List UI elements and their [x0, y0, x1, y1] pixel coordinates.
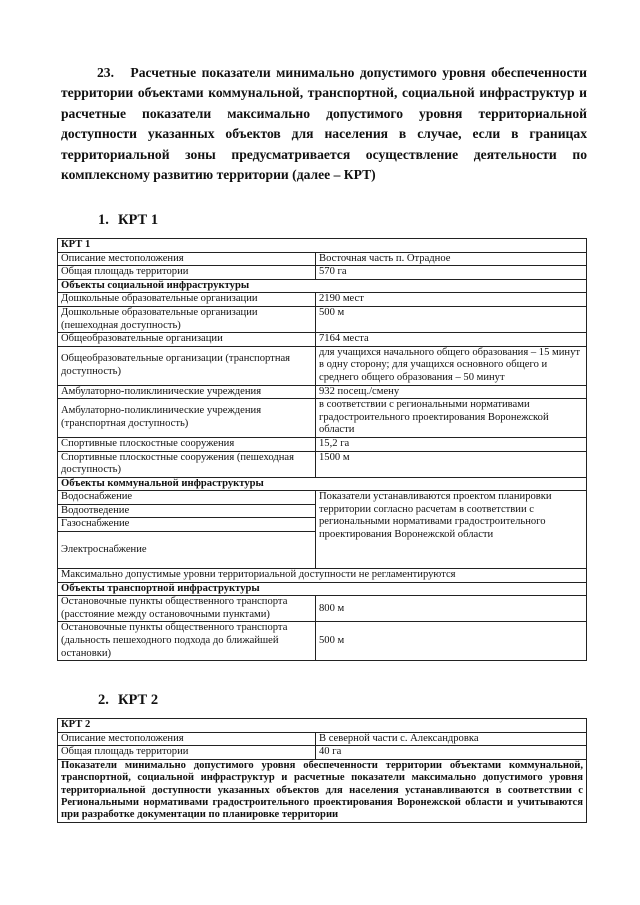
table-row: Дошкольные образовательные организации (пешеходная доступность) 500 м: [58, 306, 587, 332]
communal-value: Показатели устанавливаются проектом планировки территории согласно расчетам в соответствии с региональными нормативами градостроительного проектирования Воронежской области: [316, 491, 587, 569]
heading-number: 23.: [97, 65, 114, 80]
krt2-table: [57, 718, 587, 823]
table-row: Амбулаторно-поликлинические учреждения (транспортная доступность) в соответствии с региональными нормативами градостроительного проектирования Воронежской области: [58, 399, 587, 438]
table-row: Водоотведение: [58, 504, 587, 518]
table-row: Дошкольные образовательные организации 2190 мест: [58, 293, 587, 307]
table-row: Газоснабжение: [58, 518, 587, 532]
group-header: Объекты коммунальной инфраструктуры: [58, 477, 587, 491]
table-row: Остановочные пункты общественного транспорта (дальность пешеходного подхода до ближайшей остановки) 500 м: [58, 622, 587, 661]
table-title: КРТ 2: [58, 719, 587, 733]
krt1-table: [57, 238, 587, 661]
heading-text: Расчетные показатели минимально допустимого уровня обеспеченности территории объектами коммунальной, транспортной, социальной инфраструктур и расчетные показатели максимально допустимого уровня территориальной доступности указанных объектов для населения в случае, если в границах территориальной зоны предусматривается осуществление деятельности по комплексному развитию территории (далее – КРТ): [61, 65, 587, 183]
section-heading: [61, 63, 587, 185]
table-row: Электроснабжение: [58, 532, 587, 569]
subsection-title-1: 1. КРТ 1: [98, 212, 159, 228]
table-row: Описание местоположения В северной части с. Александровка: [58, 732, 587, 746]
table-row: Спортивные плоскостные сооружения 15,2 га: [58, 437, 587, 451]
table-row: Общеобразовательные организации (транспортная доступность) для учащихся начального общего образования – 15 минут в одну сторону; для учащихся основного общего и среднего общего образования – 50 минут: [58, 346, 587, 385]
table-row: Описание местоположения Восточная часть п. Отрадное: [58, 252, 587, 266]
krt2-note: Показатели минимально допустимого уровня обеспеченности территории объектами коммунальной, транспортной, социальной инфраструктур и расчетные показатели максимально допустимого уровня территориальной доступности указанных объектов для населения устанавливаются в соответствии с Региональными нормативами градостроительного проектирования Воронежской области и учитываются при разработке документации по планировке территории: [58, 759, 587, 822]
table-row: Остановочные пункты общественного транспорта (расстояние между остановочными пунктами) 800 м: [58, 596, 587, 622]
table-row: Спортивные плоскостные сооружения (пешеходная доступность) 1500 м: [58, 451, 587, 477]
table-row: Максимально допустимые уровни территориальной доступности не регламентируются: [58, 569, 587, 583]
table-row: Общая площадь территории 40 га: [58, 746, 587, 760]
table-row: Амбулаторно-поликлинические учреждения 932 посещ./смену: [58, 385, 587, 399]
table-row: Общеобразовательные организации 7164 места: [58, 333, 587, 347]
subsection-title-2: 2. КРТ 2: [98, 692, 159, 708]
table-row: Водоснабжение Показатели устанавливаются проектом планировки территории согласно расчетам в соответствии с региональными нормативами градостроительного проектирования Воронежской области: [58, 491, 587, 505]
group-header: Объекты транспортной инфраструктуры: [58, 582, 587, 596]
table-row: Общая площадь территории 570 га: [58, 266, 587, 280]
group-header: Объекты социальной инфраструктуры: [58, 279, 587, 293]
table-title: КРТ 1: [58, 239, 587, 253]
